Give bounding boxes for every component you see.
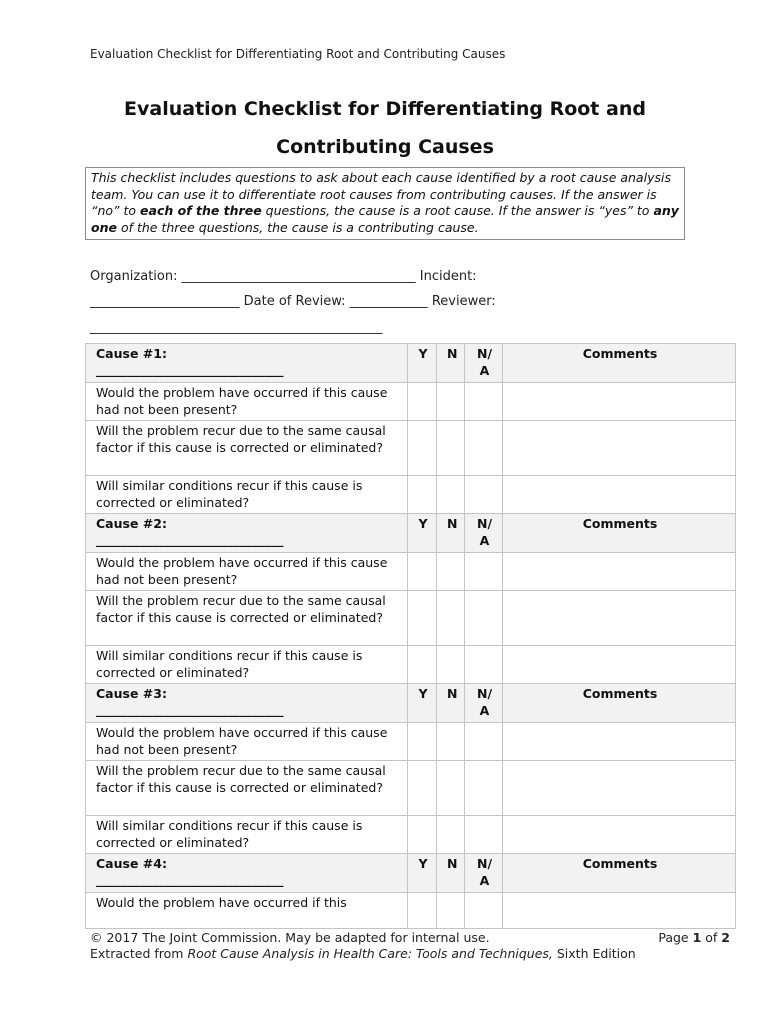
column-header-comments: Comments [503, 514, 736, 553]
title-line-1: Evaluation Checklist for Differentiating Root and [124, 98, 646, 120]
intro-box [85, 167, 685, 240]
comments-cell[interactable] [503, 476, 736, 514]
answer-y-cell[interactable] [408, 723, 437, 761]
book-edition: Sixth Edition [552, 946, 636, 961]
question-row [86, 383, 736, 421]
column-header-na: N/ A [465, 344, 503, 383]
cause-header-row [86, 514, 736, 553]
page-of: of [701, 930, 722, 945]
column-header-y: Y [408, 344, 437, 383]
cause-blank-line: ______________________________ [96, 531, 284, 547]
comments-cell[interactable] [503, 893, 736, 929]
answer-na-cell[interactable] [465, 646, 503, 684]
column-header-comments: Comments [503, 854, 736, 893]
answer-y-cell[interactable] [408, 646, 437, 684]
column-header-na: N/ A [465, 684, 503, 723]
question-text: Will similar conditions recur if this cause is corrected or eliminated? [86, 476, 408, 514]
question-row [86, 591, 736, 646]
question-row [86, 723, 736, 761]
answer-n-cell[interactable] [437, 816, 465, 854]
column-header-n: N [437, 684, 465, 723]
form-line-review: _______________________ Date of Review: ____________ Reviewer: [90, 294, 496, 309]
answer-n-cell[interactable] [437, 761, 465, 816]
title-line-2: Contributing Causes [276, 136, 494, 158]
question-row [86, 816, 736, 854]
answer-na-cell[interactable] [465, 761, 503, 816]
answer-n-cell[interactable] [437, 421, 465, 476]
book-title: Root Cause Analysis in Health Care: Tools and Techniques, [187, 946, 553, 961]
cause-header-row [86, 684, 736, 723]
answer-n-cell[interactable] [437, 553, 465, 591]
form-line-reviewer: _____________________________________________ [90, 320, 383, 335]
answer-y-cell[interactable] [408, 893, 437, 929]
intro-text-3: of the three questions, the cause is a contributing cause. [116, 219, 479, 235]
question-row [86, 761, 736, 816]
column-header-y: Y [408, 684, 437, 723]
comments-cell[interactable] [503, 816, 736, 854]
comments-cell[interactable] [503, 723, 736, 761]
answer-na-cell[interactable] [465, 383, 503, 421]
answer-na-cell[interactable] [465, 421, 503, 476]
source-citation [90, 946, 636, 962]
cause-label [86, 684, 408, 723]
cause-header-row [86, 854, 736, 893]
page-current: 1 [692, 930, 702, 945]
intro-emphasis-1: each of the three [140, 203, 262, 219]
column-header-comments: Comments [503, 344, 736, 383]
running-header: Evaluation Checklist for Differentiating Root and Contributing Causes [90, 47, 506, 61]
question-row [86, 476, 736, 514]
answer-n-cell[interactable] [437, 591, 465, 646]
copyright-notice: © 2017 The Joint Commission. May be adapted for internal use. [90, 930, 490, 945]
answer-y-cell[interactable] [408, 761, 437, 816]
question-text: Would the problem have occurred if this cause had not been present? [86, 723, 408, 761]
answer-n-cell[interactable] [437, 893, 465, 929]
answer-n-cell[interactable] [437, 646, 465, 684]
column-header-n: N [437, 344, 465, 383]
column-header-na: N/ A [465, 514, 503, 553]
answer-na-cell[interactable] [465, 591, 503, 646]
cause-header-row [86, 344, 736, 383]
document-title [90, 90, 680, 166]
answer-y-cell[interactable] [408, 591, 437, 646]
question-text: Will the problem recur due to the same causal factor if this cause is corrected or eliminated? [86, 591, 408, 646]
answer-n-cell[interactable] [437, 476, 465, 514]
intro-text-1: This checklist includes questions to ask about each cause identified by a root cause analysis team. You can use it to differentiate root causes from contributing causes. If the answer is “no” to [91, 170, 671, 219]
comments-cell[interactable] [503, 383, 736, 421]
answer-y-cell[interactable] [408, 476, 437, 514]
answer-n-cell[interactable] [437, 383, 465, 421]
cause-title: Cause #4: [96, 856, 167, 871]
answer-na-cell[interactable] [465, 476, 503, 514]
answer-y-cell[interactable] [408, 553, 437, 591]
page-total: 2 [721, 930, 730, 945]
answer-na-cell[interactable] [465, 816, 503, 854]
intro-text-2: questions, the cause is a root cause. If the answer is “yes” to [261, 203, 654, 219]
question-text: Would the problem have occurred if this [86, 893, 408, 929]
answer-y-cell[interactable] [408, 421, 437, 476]
cause-label [86, 514, 408, 553]
citation-prefix: Extracted from [90, 946, 188, 961]
answer-y-cell[interactable] [408, 383, 437, 421]
question-row [86, 893, 736, 929]
cause-label [86, 344, 408, 383]
question-text: Would the problem have occurred if this cause had not been present? [86, 553, 408, 591]
question-text: Will the problem recur due to the same causal factor if this cause is corrected or eliminated? [86, 761, 408, 816]
question-row [86, 553, 736, 591]
question-text: Will the problem recur due to the same causal factor if this cause is corrected or eliminated? [86, 421, 408, 476]
answer-n-cell[interactable] [437, 723, 465, 761]
page-number [658, 930, 730, 946]
cause-blank-line: ______________________________ [96, 361, 284, 377]
cause-blank-line: ______________________________ [96, 871, 284, 887]
question-text: Will similar conditions recur if this cause is corrected or eliminated? [86, 816, 408, 854]
cause-blank-line: ______________________________ [96, 701, 284, 717]
intro-emphasis-2: any one [91, 203, 679, 235]
column-header-n: N [437, 514, 465, 553]
column-header-y: Y [408, 514, 437, 553]
question-row [86, 421, 736, 476]
column-header-n: N [437, 854, 465, 893]
comments-cell[interactable] [503, 761, 736, 816]
checklist-table [85, 343, 736, 929]
answer-na-cell[interactable] [465, 723, 503, 761]
answer-na-cell[interactable] [465, 553, 503, 591]
cause-title: Cause #3: [96, 686, 167, 701]
column-header-y: Y [408, 854, 437, 893]
cause-title: Cause #1: [96, 346, 167, 361]
question-text: Will similar conditions recur if this cause is corrected or eliminated? [86, 646, 408, 684]
column-header-na: N/ A [465, 854, 503, 893]
cause-title: Cause #2: [96, 516, 167, 531]
cause-label [86, 854, 408, 893]
page-word: Page [658, 930, 693, 945]
form-line-organization: Organization: ____________________________________ Incident: [90, 269, 477, 284]
column-header-comments: Comments [503, 684, 736, 723]
answer-na-cell[interactable] [465, 893, 503, 929]
question-text: Would the problem have occurred if this cause had not been present? [86, 383, 408, 421]
footer-left [90, 930, 636, 962]
comments-cell[interactable] [503, 646, 736, 684]
answer-y-cell[interactable] [408, 816, 437, 854]
comments-cell[interactable] [503, 591, 736, 646]
comments-cell[interactable] [503, 553, 736, 591]
question-row [86, 646, 736, 684]
comments-cell[interactable] [503, 421, 736, 476]
